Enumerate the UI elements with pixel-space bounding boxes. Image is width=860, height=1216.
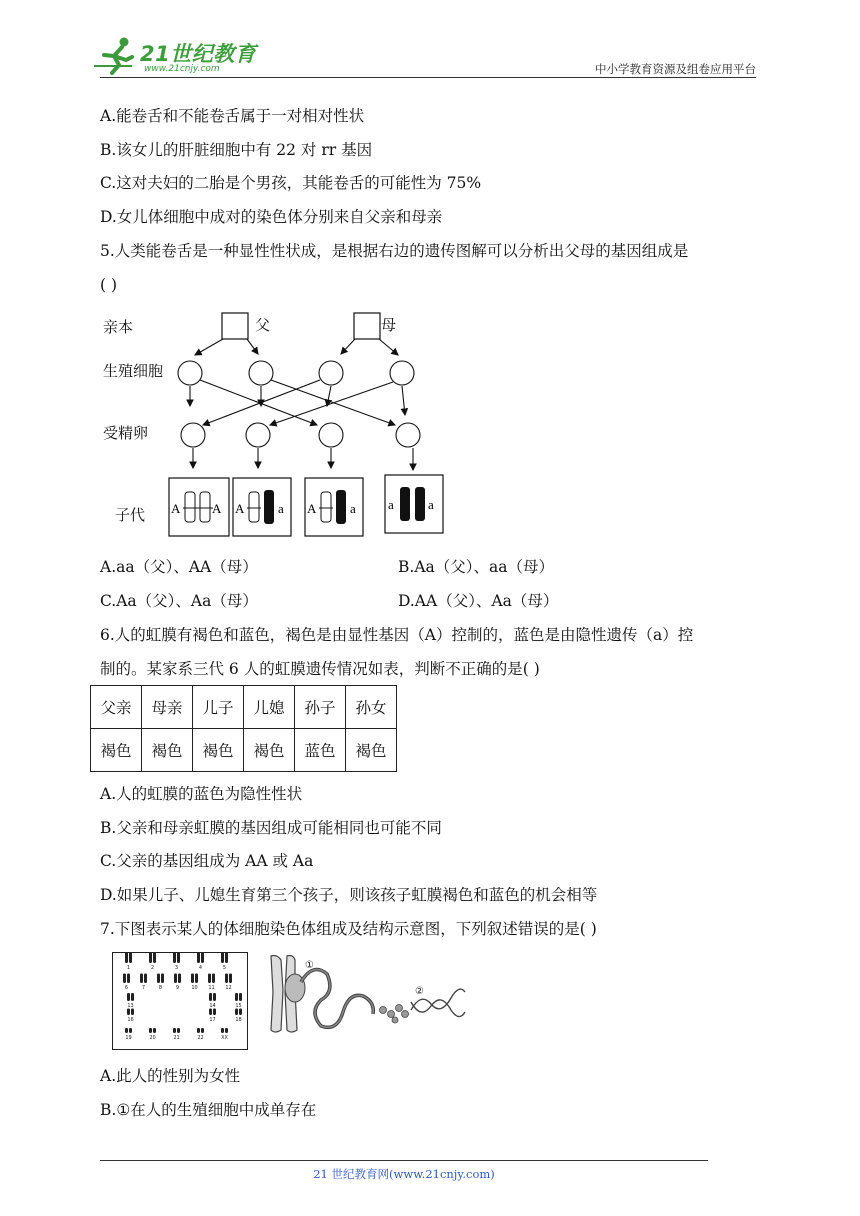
chromosome-mark <box>123 974 126 984</box>
q7-karyotype-image <box>112 952 248 1050</box>
father-box <box>222 313 248 339</box>
q5-option-b: B.Aa（父）、aa（母） <box>398 558 554 576</box>
footer-text: 21 世纪教育网(www.21cnjy.com) <box>313 1167 495 1181</box>
karyotype-number: 4 <box>198 965 203 971</box>
q6-option-b: B.父亲和母亲虹膜的基因组成可能相同也可能不同 <box>100 819 442 837</box>
chromosome-mark <box>239 993 242 1001</box>
table-cell: 褐色 <box>346 729 397 772</box>
q6-option-c: C.父亲的基因组成为 AA 或 Aa <box>100 852 314 870</box>
chromosome-mark <box>173 953 176 963</box>
chromosome-mark <box>212 974 215 984</box>
chromosome-mark <box>229 974 232 984</box>
q7-stem: 7.下图表示某人的体细胞染色体组成及结构示意图，下列叙述错误的是( ) <box>100 920 597 938</box>
chromosome-mark <box>131 1009 134 1016</box>
header-platform-name: 中小学教育资源及组卷应用平台 <box>595 62 756 76</box>
chromosome-mark <box>201 1028 204 1033</box>
logo-title: 21世纪教育 <box>140 42 257 66</box>
chromosome-mark <box>149 1028 152 1033</box>
karyotype-number: 13 <box>127 1003 134 1009</box>
chromosome-mark <box>127 1009 130 1016</box>
chromosome-mark <box>127 974 130 984</box>
father-label: 父 <box>255 316 271 334</box>
chromosome-mark <box>209 1009 212 1016</box>
table-header-cell: 母亲 <box>142 686 193 729</box>
structure-label-2: ② <box>415 986 424 997</box>
runner-logo-icon <box>92 36 138 76</box>
offspring-3 <box>305 478 363 536</box>
chromosome-mark <box>235 1009 238 1016</box>
q6-option-a: A.人的虹膜的蓝色为隐性性状 <box>100 785 303 803</box>
chromosome-mark <box>201 953 204 963</box>
chromosome-mark <box>221 1028 224 1033</box>
karyotype-number: 18 <box>235 1017 242 1023</box>
chromosome-mark <box>173 1028 176 1033</box>
chromosome-mark <box>208 974 211 984</box>
chromosome-mark <box>153 1028 156 1033</box>
svg-text:A: A <box>307 501 317 516</box>
row-label-parents: 亲本 <box>103 318 134 336</box>
table-cell: 褐色 <box>91 729 142 772</box>
q5-option-d: D.AA（父）、Aa（母） <box>398 592 559 610</box>
q5-option-c: C.Aa（父）、Aa（母） <box>100 592 258 610</box>
chromosome-mark <box>225 953 228 963</box>
svg-text:a: a <box>350 501 356 516</box>
chromosome-mark <box>197 953 200 963</box>
svg-text:a: a <box>278 501 284 516</box>
q4-option-c: C.这对夫妇的二胎是个男孩，其能卷舌的可能性为 75% <box>100 174 482 192</box>
table-cell: 蓝色 <box>295 729 346 772</box>
chromosome-mark <box>225 974 228 984</box>
header-divider <box>100 77 756 78</box>
q4-option-b: B.该女儿的肝脏细胞中有 22 对 rr 基因 <box>100 141 373 159</box>
karyotype-number: 7 <box>141 985 146 991</box>
chromosome-mark <box>125 953 128 963</box>
q5-stem-line1: 5.人类能卷舌是一种显性性状成，是根据右边的遗传图解可以分析出父母的基因组成是 <box>100 242 689 260</box>
chromosome-mark <box>213 993 216 1001</box>
structure-label-1: ① <box>305 960 314 971</box>
row-label-gametes: 生殖细胞 <box>103 362 164 380</box>
chromosome-mark <box>149 953 152 963</box>
offspring-1 <box>169 478 229 536</box>
chromosome-mark <box>140 974 143 984</box>
logo-url: www.21cnjy.com <box>144 64 220 74</box>
chromosome-mark <box>213 1009 216 1016</box>
chromosome-mark <box>125 1028 128 1033</box>
footer-divider <box>100 1160 708 1161</box>
mother-label: 母 <box>381 316 397 334</box>
chromosome-mark <box>161 974 164 984</box>
q4-option-a: A.能卷舌和不能卷舌属于一对相对性状 <box>100 107 365 125</box>
chromosome-mark <box>157 974 160 984</box>
chromosome-mark <box>191 974 194 984</box>
table-row <box>91 686 397 729</box>
offspring-4 <box>385 475 443 533</box>
table-cell: 褐色 <box>193 729 244 772</box>
karyotype-number: 22 <box>197 1035 204 1041</box>
karyotype-number: 20 <box>149 1035 156 1041</box>
chromosome-mark <box>177 953 180 963</box>
karyotype-number: 9 <box>175 985 180 991</box>
karyotype-number: 6 <box>124 985 129 991</box>
chromosome-mark <box>174 974 177 984</box>
karyotype-number: 1 <box>126 965 131 971</box>
karyotype-number: 17 <box>209 1017 216 1023</box>
offspring-2 <box>233 478 291 536</box>
q5-option-a: A.aa（父）、AA（母） <box>100 558 258 576</box>
svg-text:a: a <box>388 497 394 512</box>
chromosome-mark <box>131 993 134 1001</box>
chromosome-mark <box>153 953 156 963</box>
karyotype-number: 10 <box>191 985 198 991</box>
chromosome-mark <box>195 974 198 984</box>
table-header-cell: 儿子 <box>193 686 244 729</box>
svg-text:A: A <box>212 501 222 516</box>
q5-stem-line2: ( ) <box>100 276 118 294</box>
chromosome-mark <box>225 1028 228 1033</box>
row-label-offspring: 子代 <box>115 506 146 524</box>
q4-option-d: D.女儿体细胞中成对的染色体分别来自父亲和母亲 <box>100 208 443 226</box>
karyotype-number: 15 <box>235 1003 242 1009</box>
chromosome-mark <box>177 1028 180 1033</box>
karyotype-chromosomes <box>113 953 247 1049</box>
svg-text:a: a <box>428 497 434 512</box>
table-header-cell: 孙女 <box>346 686 397 729</box>
q7-option-a: A.此人的性别为女性 <box>100 1067 241 1085</box>
svg-text:A: A <box>171 501 181 516</box>
q6-option-d: D.如果儿子、儿媳生育第三个孩子，则该孩子虹膜褐色和蓝色的机会相等 <box>100 886 598 904</box>
karyotype-number: 12 <box>225 985 232 991</box>
zygote-circles <box>181 423 420 447</box>
table-header-cell: 父亲 <box>91 686 142 729</box>
table-header-cell: 儿媳 <box>244 686 295 729</box>
karyotype-number: XX <box>221 1035 228 1041</box>
chromosome-mark <box>127 993 130 1001</box>
chromosome-mark <box>209 993 212 1001</box>
chromosome-mark <box>144 974 147 984</box>
q6-iris-table <box>90 685 397 772</box>
mother-box <box>354 313 380 339</box>
chromosome-mark <box>235 993 238 1001</box>
table-row <box>91 729 397 772</box>
karyotype-number: 3 <box>174 965 179 971</box>
chromosome-mark <box>129 1028 132 1033</box>
q7-chromosome-structure-image <box>265 952 470 1037</box>
karyotype-number: 5 <box>222 965 227 971</box>
karyotype-number: 8 <box>158 985 163 991</box>
karyotype-number: 11 <box>208 985 215 991</box>
chromosome-mark <box>197 1028 200 1033</box>
q5-genetic-diagram <box>95 305 455 545</box>
table-header-cell: 孙子 <box>295 686 346 729</box>
row-label-zygote: 受精卵 <box>103 424 149 442</box>
chromosome-mark <box>178 974 181 984</box>
chromosome-mark <box>129 953 132 963</box>
karyotype-number: 16 <box>127 1017 134 1023</box>
chromosome-mark <box>239 1009 242 1016</box>
karyotype-number: 14 <box>209 1003 216 1009</box>
header-logo <box>92 36 262 78</box>
q6-stem-line2: 制的。某家系三代 6 人的虹膜遗传情况如表，判断不正确的是( ) <box>100 660 540 678</box>
q6-stem-line1: 6.人的虹膜有褐色和蓝色，褐色是由显性基因（A）控制的，蓝色是由隐性遗传（a）控 <box>100 626 694 644</box>
karyotype-number: 21 <box>173 1035 180 1041</box>
gamete-circles <box>178 361 414 385</box>
q7-option-b: B.①在人的生殖细胞中成单存在 <box>100 1101 317 1119</box>
svg-text:A: A <box>235 501 245 516</box>
table-cell: 褐色 <box>244 729 295 772</box>
chromosome-mark <box>221 953 224 963</box>
table-cell: 褐色 <box>142 729 193 772</box>
karyotype-number: 2 <box>150 965 155 971</box>
karyotype-number: 19 <box>125 1035 132 1041</box>
